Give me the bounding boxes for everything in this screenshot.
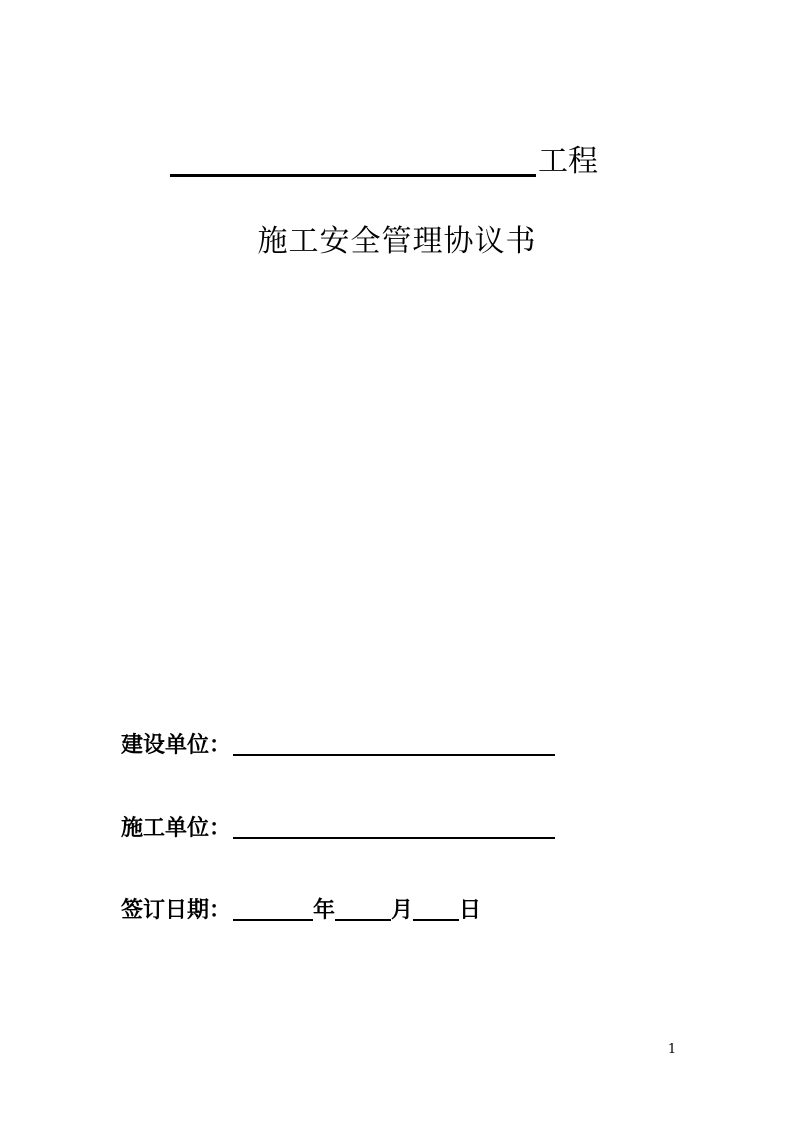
day-blank[interactable] [413,919,459,921]
owner-field-row [121,727,555,759]
owner-label: 建设单位： [121,732,232,758]
contractor-blank[interactable] [233,837,555,839]
project-name-blank[interactable] [170,174,536,177]
project-suffix: 工程 [538,144,598,179]
month-unit: 月 [391,897,414,923]
owner-blank[interactable] [233,754,555,756]
year-blank[interactable] [233,919,313,921]
year-unit: 年 [313,897,336,923]
date-label: 签订日期： [121,897,232,923]
contractor-field-row [121,810,555,842]
page-number: 1 [667,1042,677,1057]
date-field-row [121,892,481,924]
month-blank[interactable] [335,919,391,921]
project-name-line [170,138,598,180]
document-title: 施工安全管理协议书 [257,224,537,259]
contractor-label: 施工单位： [121,815,232,841]
day-unit: 日 [459,897,482,923]
